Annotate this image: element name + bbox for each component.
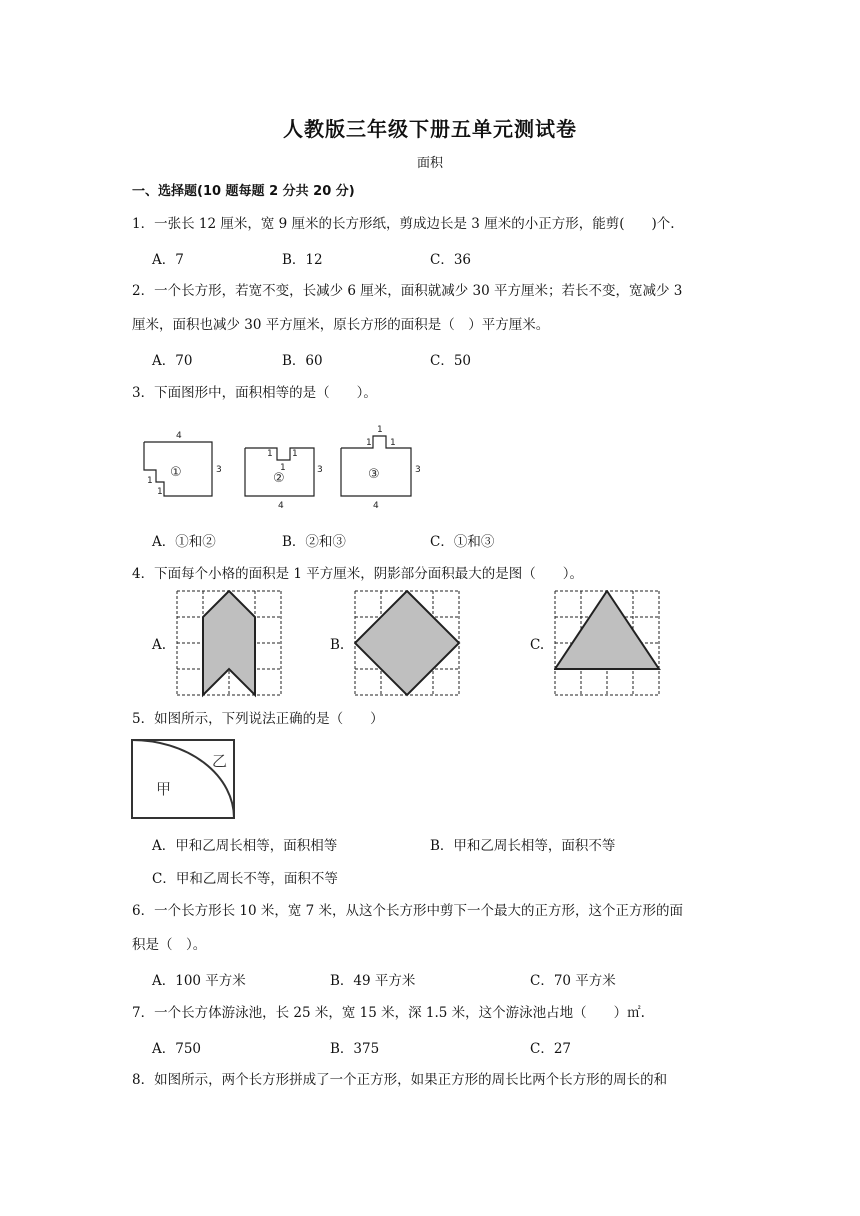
q4-shape-b [355,591,459,695]
question-2-text-line2: 厘米，面积也减少 30 平方厘米，原长方形的面积是（ ）平方厘米。 [132,317,550,333]
q4-shape-a [203,591,255,695]
question-3-text: 3．下面图形中，面积相等的是（ ）。 [132,385,377,401]
q1-option-c: C．36 [430,252,472,268]
fig1-notch-label-a: 1 [147,476,153,486]
fig2-right-label: 3 [317,465,323,475]
fig3-notch-label-b: 1 [377,425,383,435]
fig1-right-label: 3 [216,465,222,475]
fig2-notch-label-a: 1 [267,449,273,459]
q3-figures [130,420,440,515]
q5-label-jia: 甲 [156,780,172,798]
question-6-text-line1: 6．一个长方形长 10 米，宽 7 米，从这个长方形中剪下一个最大的正方形，这个正方形的面 [132,903,684,919]
q4-grid-a [176,590,284,698]
q7-option-b: B．375 [330,1041,380,1057]
q3-option-c: C．①和③ [430,534,495,550]
fig3-notch-label-a: 1 [366,438,372,448]
q6-option-a: A．100 平方米 [152,973,246,989]
q2-option-b: B．60 [282,353,323,369]
fig2-circled-mark: ② [273,471,285,486]
q4-option-c-label: C. [530,637,545,653]
fig2-notch-label-c: 1 [292,449,298,459]
fig1-notch-label-b: 1 [157,487,163,497]
q6-option-c: C．70 平方米 [530,973,616,989]
page-title: 人教版三年级下册五单元测试卷 [283,117,577,141]
q5-option-c: C．甲和乙周长不等，面积不等 [152,871,338,887]
question-2-text-line1: 2．一个长方形，若宽不变，长减少 6 厘米，面积就减少 30 平方厘米；若长不变，宽减少 3 [132,283,683,299]
q1-option-a: A．7 [152,252,184,268]
q5-option-a: A．甲和乙周长相等，面积相等 [152,838,338,854]
fig3-shape [341,436,411,496]
fig2-notch-label-b: 1 [280,463,286,473]
fig3-notch-label-c: 1 [390,438,396,448]
q7-option-a: A．750 [152,1041,202,1057]
page-subtitle: 面积 [416,156,443,171]
q5-option-b: B．甲和乙周长相等，面积不等 [430,838,616,854]
fig2-bottom-label: 4 [278,501,284,511]
q4-shape-c [555,591,659,669]
q5-figure [130,738,238,820]
question-7-text: 7．一个长方体游泳池，长 25 米，宽 15 米，深 1.5 米，这个游泳池占地（ ）㎡. [132,1005,645,1021]
q4-grid-b [354,590,462,698]
q3-option-b: B．②和③ [282,534,346,550]
fig1-circled-mark: ① [170,465,182,480]
q6-option-b: B．49 平方米 [330,973,416,989]
q3-option-a: A．①和② [152,534,216,550]
q2-option-c: C．50 [430,353,472,369]
section-heading: 一、选择题(10 题每题 2 分共 20 分) [132,184,355,199]
q4-option-a-label: A. [152,637,167,653]
q1-option-b: B．12 [282,252,323,268]
q5-label-yi: 乙 [212,752,228,770]
question-6-text-line2: 积是（ ）。 [132,937,207,953]
q7-option-c: C．27 [530,1041,572,1057]
fig3-bottom-label: 4 [373,501,379,511]
q4-option-b-label: B. [330,637,345,653]
fig3-right-label: 3 [415,465,421,475]
question-4-text: 4．下面每个小格的面积是 1 平方厘米，阴影部分面积最大的是图（ ）。 [132,566,584,582]
question-8-text: 8．如图所示，两个长方形拼成了一个正方形，如果正方形的周长比两个长方形的周长的和 [132,1072,668,1088]
fig3-circled-mark: ③ [368,467,380,482]
question-1-text: 1．一张长 12 厘米，宽 9 厘米的长方形纸，剪成边长是 3 厘米的小正方形，能剪( )个. [132,216,675,232]
question-5-text: 5．如图所示，下列说法正确的是（ ） [132,711,384,727]
q4-grid-c [554,590,662,698]
fig1-top-label: 4 [176,431,182,441]
q2-option-a: A．70 [152,353,193,369]
